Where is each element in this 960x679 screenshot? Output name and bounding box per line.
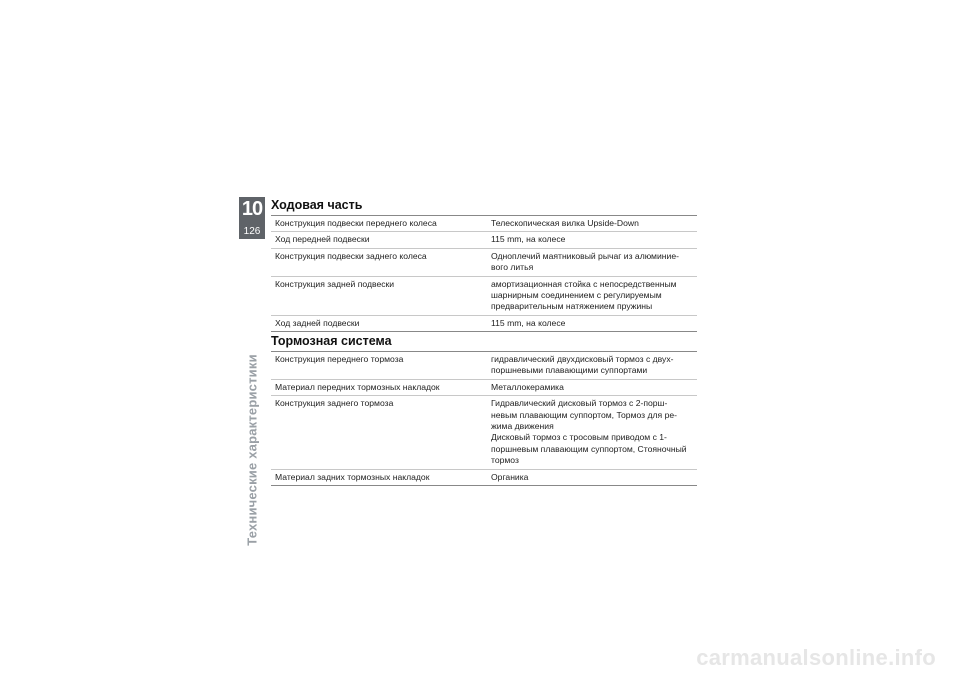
table-row (271, 276, 697, 315)
spec-value-line: жима движения (491, 421, 554, 432)
spec-value-line: предварительным натяжением пружины (491, 301, 653, 312)
spec-label: Конструкция переднего тормоза (271, 352, 487, 380)
spec-value (487, 352, 697, 380)
spec-value-line: Телескопическая вилка Upside-Down (491, 218, 639, 228)
spec-value-line: поршневыми плавающими суппортами (491, 365, 648, 376)
chapter-side-title: Технические характеристики (244, 354, 260, 546)
watermark: carmanualsonline.info (696, 645, 936, 670)
spec-label: Конструкция подвески заднего колеса (271, 248, 487, 276)
spec-value-line: 115 mm, на колесе (491, 234, 566, 245)
spec-value-line: амортизационная стойка с непосредственным (491, 278, 677, 289)
spec-value-line: Металлокерамика (491, 381, 564, 392)
spec-value-line: тормоз (491, 455, 519, 466)
table-row (271, 216, 697, 232)
spec-value (487, 379, 697, 395)
spec-value-line: Дисковый тормоз с тросовым приводом с 1- (491, 432, 667, 443)
spec-value-line: поршневым плавающим суппортом, Стояночный (491, 443, 687, 454)
section-title-brakes: Тормозная система (271, 334, 392, 348)
spec-label: Материал передних тормозных накладок (271, 379, 487, 395)
table-row (271, 248, 697, 276)
table-row (271, 469, 697, 485)
spec-value-line: Одноплечий маятниковый рычаг из алюминие- (491, 250, 679, 261)
table-row (271, 315, 697, 331)
spec-label: Конструкция подвески переднего колеса (271, 216, 487, 232)
page-number: 126 (243, 226, 261, 237)
spec-value (487, 469, 697, 485)
table-row (271, 379, 697, 395)
spec-label: Конструкция задней подвески (271, 276, 487, 315)
spec-value (487, 276, 697, 315)
section-title-chassis: Ходовая часть (271, 198, 363, 212)
table-row (271, 232, 697, 248)
spec-value-line: Гидравлический дисковый тормоз с 2-порш- (491, 398, 668, 409)
table-row (271, 396, 697, 469)
spec-value (487, 248, 697, 276)
spec-value (487, 396, 697, 469)
spec-label: Ход задней подвески (271, 315, 487, 331)
chapter-number: 10 (241, 198, 263, 220)
spec-value (487, 232, 697, 248)
brakes-spec-table (271, 351, 697, 486)
spec-value (487, 315, 697, 331)
spec-label: Конструкция заднего тормоза (271, 396, 487, 469)
spec-value-line: Органика (491, 471, 529, 482)
spec-value-line: вого литья (491, 262, 534, 273)
table-row (271, 352, 697, 380)
spec-value-line: невым плавающим суппортом, Тормоз для ре- (491, 409, 677, 420)
spec-value-line: 115 mm, на колесе (491, 317, 566, 328)
spec-value (487, 216, 697, 232)
spec-label: Материал задних тормозных накладок (271, 469, 487, 485)
spec-value-line: гидравлический двухдисковый тормоз с двух- (491, 354, 674, 364)
spec-label: Ход передней подвески (271, 232, 487, 248)
chassis-spec-table (271, 215, 697, 332)
spec-value-line: шарнирным соединением с регулируемым (491, 290, 662, 301)
